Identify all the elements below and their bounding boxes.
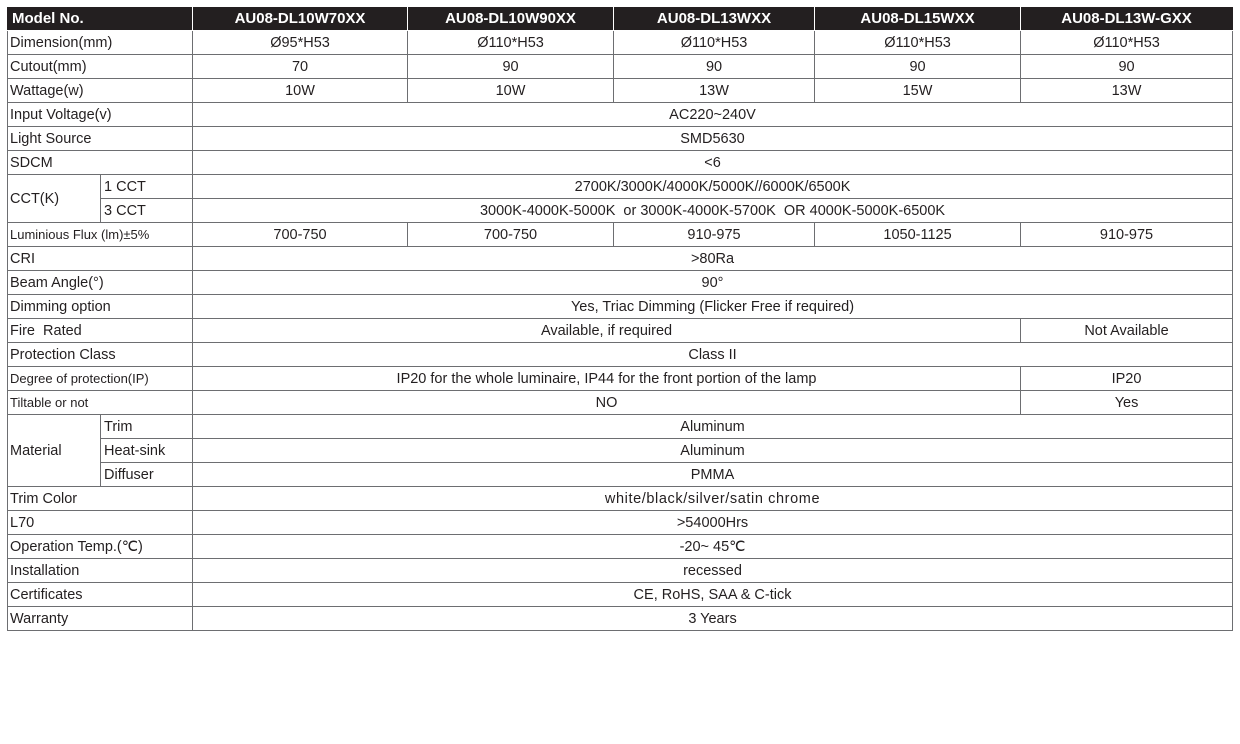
cell-value: 2700K/3000K/4000K/5000K//6000K/6500K: [193, 175, 1233, 199]
table-row-sdcm: [8, 151, 1233, 175]
row-label: Fire Rated: [8, 319, 193, 343]
table-row-ip: [8, 367, 1233, 391]
cell-value: 1050-1125: [815, 223, 1021, 247]
header-row: [8, 8, 1233, 31]
cell-value: Yes, Triac Dimming (Flicker Free if required): [193, 295, 1233, 319]
row-label: CRI: [8, 247, 193, 271]
cell-value: Aluminum: [193, 415, 1233, 439]
spec-table: [7, 7, 1233, 631]
row-label: Certificates: [8, 583, 193, 607]
table-row-trim-color: [8, 487, 1233, 511]
row-label: Beam Angle(°): [8, 271, 193, 295]
cell-value: Not Available: [1021, 319, 1233, 343]
sub-label: Heat-sink: [101, 439, 193, 463]
table-row-fire-rated: [8, 319, 1233, 343]
cell-value: 3 Years: [193, 607, 1233, 631]
row-label: Wattage(w): [8, 79, 193, 103]
cell-value: Yes: [1021, 391, 1233, 415]
row-label: Installation: [8, 559, 193, 583]
table-row-operation-temp: [8, 535, 1233, 559]
cell-value: AC220~240V: [193, 103, 1233, 127]
cell-value: 90: [408, 55, 614, 79]
row-label: Dimming option: [8, 295, 193, 319]
model-header: AU08-DL10W70XX: [193, 8, 408, 31]
row-label: Warranty: [8, 607, 193, 631]
row-label: Dimension(mm): [8, 31, 193, 55]
cell-value: CE, RoHS, SAA & C-tick: [193, 583, 1233, 607]
cell-value: 700-750: [408, 223, 614, 247]
table-row-warranty: [8, 607, 1233, 631]
cell-value: 15W: [815, 79, 1021, 103]
table-row-installation: [8, 559, 1233, 583]
row-label: L70: [8, 511, 193, 535]
cell-value: <6: [193, 151, 1233, 175]
table-row-cutout: [8, 55, 1233, 79]
sub-label: Diffuser: [101, 463, 193, 487]
spec-sheet: [7, 7, 1232, 631]
sub-label: 1 CCT: [101, 175, 193, 199]
table-row-dimming: [8, 295, 1233, 319]
cell-value: Ø95*H53: [193, 31, 408, 55]
cell-value: IP20: [1021, 367, 1233, 391]
table-row-protection-class: [8, 343, 1233, 367]
table-row-beam-angle: [8, 271, 1233, 295]
cell-value: 10W: [408, 79, 614, 103]
cell-value: 13W: [614, 79, 815, 103]
row-label: Cutout(mm): [8, 55, 193, 79]
sub-label: 3 CCT: [101, 199, 193, 223]
cell-value: NO: [193, 391, 1021, 415]
cell-value: -20~ 45℃: [193, 535, 1233, 559]
cell-value: 90: [614, 55, 815, 79]
cell-value: 70: [193, 55, 408, 79]
row-label: Material: [8, 415, 101, 487]
table-row-material-trim: [8, 415, 1233, 439]
table-row-tiltable: [8, 391, 1233, 415]
cell-value: 910-975: [614, 223, 815, 247]
model-no-header: Model No.: [8, 8, 193, 31]
row-label: Luminious Flux (lm)±5%: [8, 223, 193, 247]
table-row-dimension: [8, 31, 1233, 55]
cell-value: 3000K-4000K-5000K or 3000K-4000K-5700K OR 4000K-5000K-6500K: [193, 199, 1233, 223]
row-label: Trim Color: [8, 487, 193, 511]
cell-value: SMD5630: [193, 127, 1233, 151]
cell-value: IP20 for the whole luminaire, IP44 for the front portion of the lamp: [193, 367, 1021, 391]
table-row-cct-3: [8, 199, 1233, 223]
cell-value: 13W: [1021, 79, 1233, 103]
cell-value: Available, if required: [193, 319, 1021, 343]
cell-value: 700-750: [193, 223, 408, 247]
row-label: Protection Class: [8, 343, 193, 367]
cell-value: Aluminum: [193, 439, 1233, 463]
cell-value: >80Ra: [193, 247, 1233, 271]
model-header: AU08-DL10W90XX: [408, 8, 614, 31]
row-label: CCT(K): [8, 175, 101, 223]
cell-value: Ø110*H53: [1021, 31, 1233, 55]
table-row-material-diffuser: [8, 463, 1233, 487]
cell-value: white/black/silver/satin chrome: [193, 487, 1233, 511]
cell-value: 910-975: [1021, 223, 1233, 247]
table-row-material-heatsink: [8, 439, 1233, 463]
cell-value: PMMA: [193, 463, 1233, 487]
table-row-input-voltage: [8, 103, 1233, 127]
table-row-cri: [8, 247, 1233, 271]
table-row-wattage: [8, 79, 1233, 103]
model-header: AU08-DL13WXX: [614, 8, 815, 31]
model-header: AU08-DL15WXX: [815, 8, 1021, 31]
cell-value: Ø110*H53: [815, 31, 1021, 55]
table-row-light-source: [8, 127, 1233, 151]
table-row-cct-1: [8, 175, 1233, 199]
table-row-flux: [8, 223, 1233, 247]
cell-value: >54000Hrs: [193, 511, 1233, 535]
cell-value: 90°: [193, 271, 1233, 295]
cell-value: 90: [815, 55, 1021, 79]
row-label: Light Source: [8, 127, 193, 151]
table-row-l70: [8, 511, 1233, 535]
cell-value: Ø110*H53: [614, 31, 815, 55]
model-header: AU08-DL13W-GXX: [1021, 8, 1233, 31]
row-label: Input Voltage(v): [8, 103, 193, 127]
row-label: Operation Temp.(℃): [8, 535, 193, 559]
cell-value: 90: [1021, 55, 1233, 79]
cell-value: Class II: [193, 343, 1233, 367]
cell-value: 10W: [193, 79, 408, 103]
cell-value: recessed: [193, 559, 1233, 583]
table-row-certificates: [8, 583, 1233, 607]
row-label: SDCM: [8, 151, 193, 175]
row-label: Tiltable or not: [8, 391, 193, 415]
cell-value: Ø110*H53: [408, 31, 614, 55]
row-label: Degree of protection(IP): [8, 367, 193, 391]
sub-label: Trim: [101, 415, 193, 439]
